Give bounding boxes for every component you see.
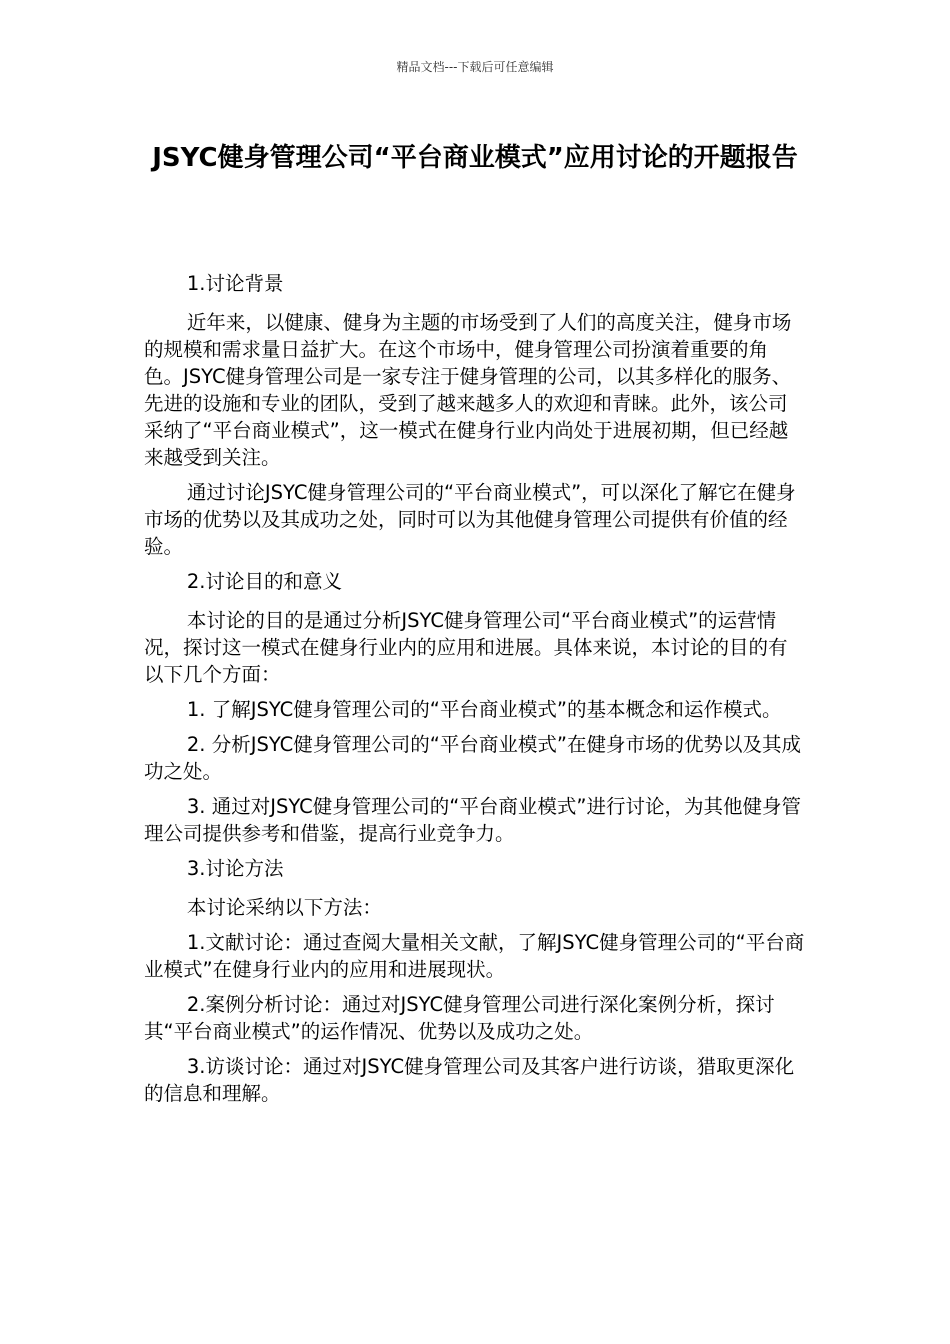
list-item-method-1: 1.文献讨论：通过查阅大量相关文献，了解JSYC健身管理公司的“平台商业模式”在健身行业内的应用和进展现状。 [144, 931, 805, 981]
document-title: JSYC健身管理公司“平台商业模式”应用讨论的开题报告 [152, 143, 798, 173]
list-item-purpose-2: 2. 分析JSYC健身管理公司的“平台商业模式”在健身市场的优势以及其成功之处。 [144, 733, 801, 783]
section-heading-method: 3.讨论方法 [186, 857, 284, 880]
list-item-method-3: 3.访谈讨论：通过对JSYC健身管理公司及其客户进行访谈，猎取更深化的信息和理解。 [144, 1055, 795, 1105]
paragraph-background: 近年来，以健康、健身为主题的市场受到了人们的高度关注，健身市场的规模和需求量日益扩大。在这个市场中，健身管理公司扮演着重要的角色。JSYC健身管理公司是一家专注于健身管理的公司，以其多样化的服务、先进的设施和专业的团队，受到了越来越多人的欢迎和青睐。此外，该公司采纳了“平台商业模式”，这一模式在健身行业内尚处于进展初期，但已经越来越受到关注。 [144, 311, 792, 469]
section-heading-purpose: 2.讨论目的和意义 [186, 570, 342, 593]
list-item-purpose-3: 3. 通过对JSYC健身管理公司的“平台商业模式”进行讨论，为其他健身管理公司提供参考和借鉴，提高行业竞争力。 [144, 795, 801, 845]
document-body [144, 270, 806, 1115]
list-item-method-2: 2.案例分析讨论：通过对JSYC健身管理公司进行深化案例分析，探讨其“平台商业模式”的运作情况、优势以及成功之处。 [144, 993, 775, 1043]
list-item-purpose-1: 1. 了解JSYC健身管理公司的“平台商业模式”的基本概念和运作模式。 [186, 698, 782, 721]
paragraph-method-intro: 本讨论采纳以下方法： [186, 896, 382, 919]
header-note: 精品文档---下载后可任意编辑 [396, 60, 554, 74]
section-heading-background: 1.讨论背景 [186, 272, 284, 295]
paragraph-research-value: 通过讨论JSYC健身管理公司的“平台商业模式”，可以深化了解它在健身市场的优势以及其成功之处，同时可以为其他健身管理公司提供有价值的经验。 [144, 481, 796, 558]
paragraph-purpose-intro: 本讨论的目的是通过分析JSYC健身管理公司“平台商业模式”的运营情况，探讨这一模式在健身行业内的应用和进展。具体来说，本讨论的目的有以下几个方面： [144, 609, 788, 686]
